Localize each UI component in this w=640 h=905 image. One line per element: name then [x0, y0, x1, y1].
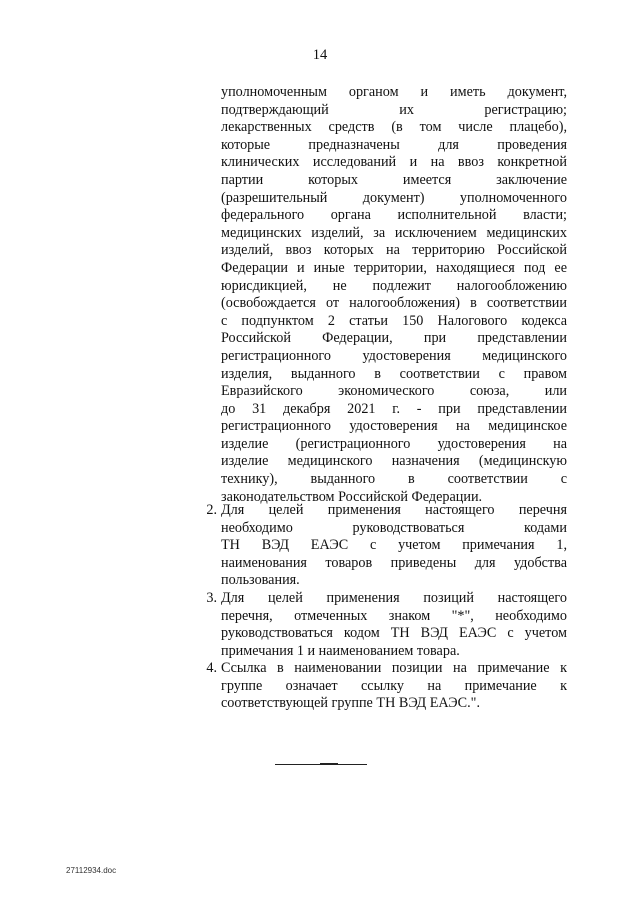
page-number: 14 [312, 47, 328, 63]
list-item-number: 2. [206, 502, 217, 518]
list-item-number: 3. [206, 590, 217, 606]
text-line: изделий, ввоз которых на территорию Российской [221, 242, 567, 259]
text-line: с подпунктом 2 статьи 150 Налогового кодекса [221, 312, 567, 329]
paragraph-item-2 [206, 502, 567, 590]
paragraph-continuation [221, 84, 567, 506]
text-line: Российской Федерации, при представлении [221, 330, 567, 347]
text-line: законодательством Российской Федерации. [221, 488, 483, 505]
text-line: Федерации и иные территории, находящиеся под ее [221, 259, 567, 276]
paragraph-item-4 [206, 660, 567, 713]
text-line: Для целей применения позиций настоящего [221, 590, 567, 606]
text-line: перечня, отмеченных знаком "*", необходимо [221, 607, 567, 624]
text-line: наименования товаров приведены для удобства [221, 554, 567, 571]
text-line: (освобождается от налогообложения) в соответствии [221, 295, 567, 312]
text-line: клинических исследований и на ввоз конкретной [221, 154, 567, 171]
text-line: уполномоченным органом и иметь документ, [221, 84, 567, 100]
text-line: федерального органа исполнительной власти; [221, 207, 567, 224]
text-line: изделие (регистрационного удостоверения на [221, 435, 567, 452]
text-line: партии которых имеется заключение [221, 171, 567, 188]
text-line: изделия, выданного в соответствии с правом [221, 365, 567, 382]
text-line: подтверждающий их регистрацию; [221, 101, 567, 118]
text-line: лекарственных средств (в том числе плацебо), [221, 119, 567, 136]
text-line: изделие медицинского назначения (медицинскую [221, 453, 567, 470]
text-line: технику), выданного в соответствии с [221, 471, 567, 488]
text-line: медицинских изделий, за исключением медицинских [221, 224, 567, 241]
paragraph-item-3 [206, 590, 567, 660]
footer-file-name: 27112934.doc [66, 866, 117, 875]
text-line: регистрационного удостоверения медицинского [221, 347, 567, 364]
text-line: ТН ВЭД ЕАЭС с учетом примечания 1, [221, 537, 567, 554]
text-line: Ссылка в наименовании позиции на примечание к [221, 660, 567, 676]
list-item-number: 4. [206, 660, 217, 676]
end-divider-mark [320, 763, 338, 765]
text-line: регистрационного удостоверения на медицинское [221, 418, 567, 435]
text-line: Для целей применения настоящего перечня [221, 502, 567, 518]
text-line: группе означает ссылку на примечание к [221, 677, 567, 694]
text-line: юрисдикцией, не подлежит налогообложению [221, 277, 567, 294]
text-line: необходимо руководствоваться кодами [221, 519, 567, 536]
text-line: Евразийского экономического союза, или [221, 383, 567, 400]
text-line: (разрешительный документ) уполномоченного [221, 189, 567, 206]
text-line: примечания 1 и наименованием товара. [221, 642, 460, 659]
text-line: соответствующей группе ТН ВЭД ЕАЭС.". [221, 695, 480, 712]
text-line: которые предназначены для проведения [221, 136, 567, 153]
text-line: до 31 декабря 2021 г. - при представлении [221, 400, 567, 417]
text-line: руководствоваться кодом ТН ВЭД ЕАЭС с учетом [221, 625, 567, 642]
text-line: пользования. [221, 572, 300, 589]
